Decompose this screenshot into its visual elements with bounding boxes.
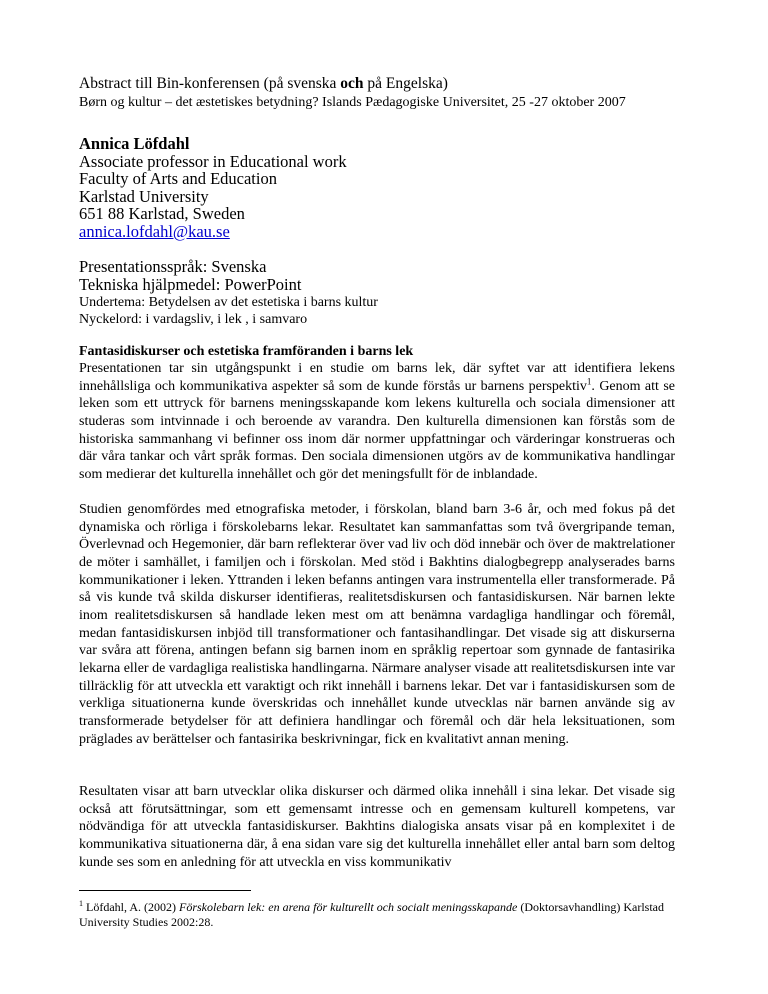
author-block [79,135,675,241]
presentation-meta [79,258,675,293]
author-faculty: Faculty of Arts and Education [79,169,277,189]
footnote-number: 1 [79,899,83,908]
title-text: Abstract till Bin-konferensen (på svenska [79,75,341,92]
paragraph-1-text: Presentationen tar sin utgångspunkt i en studie om barns lek, där syftet var att identifiera lekens innehållsliga och kommunikativa aspekter så som de kunde förstås ur barnens perspektiv [79,361,675,394]
keywords: Nyckelord: i vardagsliv, i lek , i samvaro [79,312,308,327]
footnote-title: Förskolebarn lek: en arena för kulturellt och socialt meningsskapande [178,900,518,914]
author-email-link[interactable]: annica.lofdahl@kau.se [79,221,230,241]
author-address: 651 88 Karlstad, Sweden [79,204,245,224]
article-heading: Fantasidiskurser och estetiska framföranden i barns lek [79,344,414,359]
subtheme: Undertema: Betydelsen av det estetiska i barns kultur [79,295,378,310]
title-text-end: på Engelska) [363,75,448,92]
paragraph-2: Studien genomfördes med etnografiska metoder, i förskolan, bland barn 3-6 år, och med fokus på det dynamiska och rörliga i förskolebarns lekar. Resultatet kan sammanfattas som två övergripande teman, Överlevnad och Hegemonier, där barn reflekterar över vad liv och död innebär och över de maktrelationer de möter i samhället, i familjen och i förskolan. Med stöd i Bakhtins dialogbegrepp analyserades barns kommunikationer i leken. Yttranden i leken befanns antingen vara instrumentella eller transformerade. På så vis kunde två skilda diskurser identifieras, realitetsdiskursen och fantasidiskursen. När barnen lekte inom realitetsdiskursen så handlade leken mest om att benämna vardagliga handlingar och föremål, medan fantasidiskursen inbjöd till transformationer och fantasihandlingar. Det visade sig att diskurserna var svåra att förena, antingen befann sig barnen inom en språklig repertoar som gynnade de fantasirika lekarna eller de vardagliga realistiska handlingarna. Närmare analyser visade att realitetsdiskursen inte var tillräcklig för att utveckla ett varaktigt och rikt innehåll i barnens lekar. Det var i fantasidiskursen som de verkliga situationerna kunde överskridas och innehållet kunde utvecklas när barnen använde sig av transformerade betydelser för att definiera handlingar och föremål och där hela leksituationen, som präglades av berättelser och fantasirika beskrivningar, fick en kvalitativt annan mening. [79,502,675,747]
paragraph-3: Resultaten visar att barn utvecklar olika diskurser och därmed olika innehåll i sina lekar. Det visade sig också att förutsättningar, som ett gemensamt intresse och en gemensam kulturell kompetens, var nödvändiga för att utveckla fantasidiskurser. Bakhtins dialogiska ansats visar på en komplexitet i de kommunikativa situationerna där, å ena sidan vare sig det kulturella innehållet eller antal barn som deltog kunde ses som en anledning för att utveckla en viss kommunikativ [79,784,675,870]
author-name: Annica Löfdahl [79,134,190,153]
footnote-separator [79,890,251,891]
paragraph-1-text-end: . Genom att se leken som ett uttryck för barnens meningsskapande kom lekens kulturella och sociala dimensioner att studeras som intvinnade i och beroende av varandra. Den kulturella dimensionen kan förstås som de historiska sammanhang vi befinner oss inom där normer uppfattningar och värderingar konstrueras och där våra tankar och vårt språk formas. Den sociala dimensionen utgörs av de kommunikativa handlingar som medierar det kulturella innehållet och gör det meningsfullt för de inblandade. [79,378,675,482]
presentation-language: Presentationsspråk: Svenska [79,257,267,276]
theme-meta [79,294,675,328]
footnote-reference[interactable]: 1 [586,376,592,386]
paragraph-1 [79,360,675,484]
author-university: Karlstad University [79,186,209,206]
author-position: Associate professor in Educational work [79,151,347,171]
footnote-author: Löfdahl, A. (2002) [83,900,179,914]
footnote [79,900,675,930]
technical-tools: Tekniska hjälpmedel: PowerPoint [79,274,302,294]
conference-subtitle: Børn og kultur – det æstetiskes betydning? Islands Pædagogiske Universitet, 25 -27 oktober 2007 [79,95,626,110]
title-bold-word: och [340,75,364,92]
document-title [79,75,675,93]
footnote-details: (Doktorsavhandling) Karlstad University Studies 2002:28. [79,900,665,929]
